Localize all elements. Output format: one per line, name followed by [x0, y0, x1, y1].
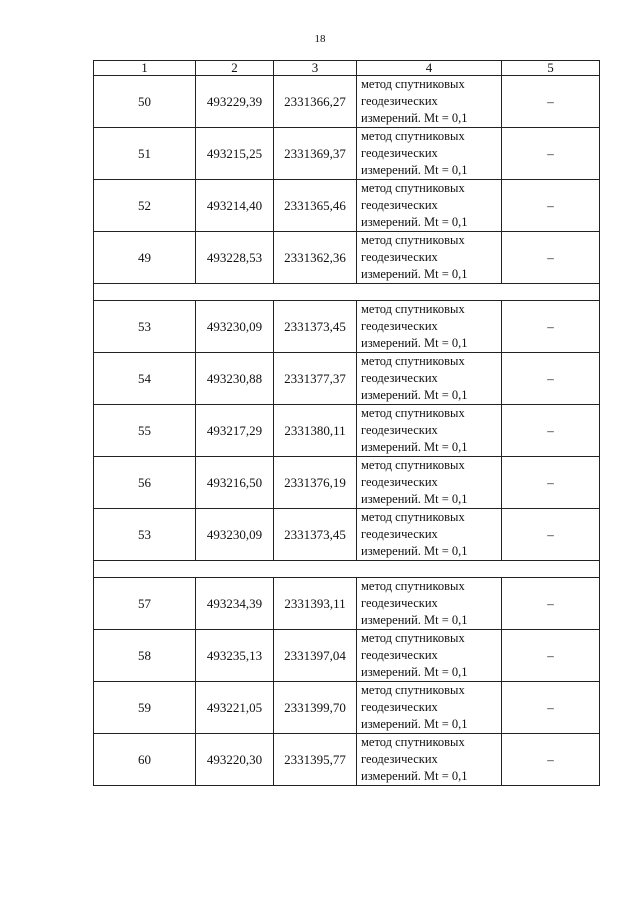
x-coordinate-cell: 493229,39: [196, 76, 274, 128]
note-cell: –: [502, 128, 600, 180]
method-cell: метод спутниковых геодезических измерений. Mt = 0,1: [357, 578, 502, 630]
point-number-cell: 56: [94, 457, 196, 509]
table-row: [94, 457, 600, 509]
x-coordinate-cell: 493214,40: [196, 180, 274, 232]
y-coordinate-cell: 2331377,37: [274, 353, 357, 405]
x-coordinate-cell: 493221,05: [196, 682, 274, 734]
note-cell: –: [502, 509, 600, 561]
note-cell: –: [502, 578, 600, 630]
point-number-cell: 55: [94, 405, 196, 457]
x-coordinate-cell: 493216,50: [196, 457, 274, 509]
y-coordinate-cell: 2331380,11: [274, 405, 357, 457]
method-cell: метод спутниковых геодезических измерений. Mt = 0,1: [357, 509, 502, 561]
y-coordinate-cell: 2331373,45: [274, 509, 357, 561]
method-cell: метод спутниковых геодезических измерений. Mt = 0,1: [357, 301, 502, 353]
y-coordinate-cell: 2331399,70: [274, 682, 357, 734]
table-row: [94, 630, 600, 682]
column-header-3: 3: [274, 61, 357, 76]
column-header-2: 2: [196, 61, 274, 76]
table-row: [94, 405, 600, 457]
method-cell: метод спутниковых геодезических измерений. Mt = 0,1: [357, 457, 502, 509]
contour-separator-cell: [94, 561, 600, 578]
table-row: [94, 578, 600, 630]
x-coordinate-cell: 493220,30: [196, 734, 274, 786]
point-number-cell: 50: [94, 76, 196, 128]
note-cell: –: [502, 734, 600, 786]
x-coordinate-cell: 493235,13: [196, 630, 274, 682]
note-cell: –: [502, 353, 600, 405]
note-cell: –: [502, 232, 600, 284]
x-coordinate-cell: 493217,29: [196, 405, 274, 457]
method-cell: метод спутниковых геодезических измерений. Mt = 0,1: [357, 76, 502, 128]
point-number-cell: 49: [94, 232, 196, 284]
method-cell: метод спутниковых геодезических измерений. Mt = 0,1: [357, 630, 502, 682]
point-number-cell: 53: [94, 509, 196, 561]
x-coordinate-cell: 493234,39: [196, 578, 274, 630]
y-coordinate-cell: 2331369,37: [274, 128, 357, 180]
table-row: [94, 128, 600, 180]
method-cell: метод спутниковых геодезических измерений. Mt = 0,1: [357, 128, 502, 180]
table-row: [94, 301, 600, 353]
table-row: [94, 76, 600, 128]
x-coordinate-cell: 493230,09: [196, 509, 274, 561]
table-row: [94, 734, 600, 786]
x-coordinate-cell: 493230,88: [196, 353, 274, 405]
contour-separator-row: [94, 284, 600, 301]
note-cell: –: [502, 76, 600, 128]
point-number-cell: 59: [94, 682, 196, 734]
point-number-cell: 57: [94, 578, 196, 630]
y-coordinate-cell: 2331376,19: [274, 457, 357, 509]
method-cell: метод спутниковых геодезических измерений. Mt = 0,1: [357, 405, 502, 457]
table-row: [94, 353, 600, 405]
contour-separator-cell: [94, 284, 600, 301]
point-number-cell: 58: [94, 630, 196, 682]
point-number-cell: 53: [94, 301, 196, 353]
y-coordinate-cell: 2331395,77: [274, 734, 357, 786]
table-row: [94, 682, 600, 734]
x-coordinate-cell: 493228,53: [196, 232, 274, 284]
x-coordinate-cell: 493215,25: [196, 128, 274, 180]
table-row: [94, 232, 600, 284]
table-header-row: [94, 61, 600, 76]
column-header-4: 4: [357, 61, 502, 76]
note-cell: –: [502, 630, 600, 682]
y-coordinate-cell: 2331362,36: [274, 232, 357, 284]
y-coordinate-cell: 2331366,27: [274, 76, 357, 128]
x-coordinate-cell: 493230,09: [196, 301, 274, 353]
point-number-cell: 51: [94, 128, 196, 180]
point-number-cell: 52: [94, 180, 196, 232]
contour-separator-row: [94, 561, 600, 578]
method-cell: метод спутниковых геодезических измерений. Mt = 0,1: [357, 353, 502, 405]
method-cell: метод спутниковых геодезических измерений. Mt = 0,1: [357, 734, 502, 786]
note-cell: –: [502, 682, 600, 734]
method-cell: метод спутниковых геодезических измерений. Mt = 0,1: [357, 682, 502, 734]
coordinates-table-body: [94, 61, 600, 786]
y-coordinate-cell: 2331397,04: [274, 630, 357, 682]
point-number-cell: 54: [94, 353, 196, 405]
column-header-1: 1: [94, 61, 196, 76]
method-cell: метод спутниковых геодезических измерений. Mt = 0,1: [357, 180, 502, 232]
note-cell: –: [502, 301, 600, 353]
table-row: [94, 509, 600, 561]
note-cell: –: [502, 457, 600, 509]
y-coordinate-cell: 2331393,11: [274, 578, 357, 630]
method-cell: метод спутниковых геодезических измерений. Mt = 0,1: [357, 232, 502, 284]
note-cell: –: [502, 405, 600, 457]
note-cell: –: [502, 180, 600, 232]
y-coordinate-cell: 2331365,46: [274, 180, 357, 232]
point-number-cell: 60: [94, 734, 196, 786]
y-coordinate-cell: 2331373,45: [274, 301, 357, 353]
coordinates-table: [93, 60, 600, 786]
page-number: 18: [314, 33, 326, 45]
column-header-5: 5: [502, 61, 600, 76]
table-row: [94, 180, 600, 232]
